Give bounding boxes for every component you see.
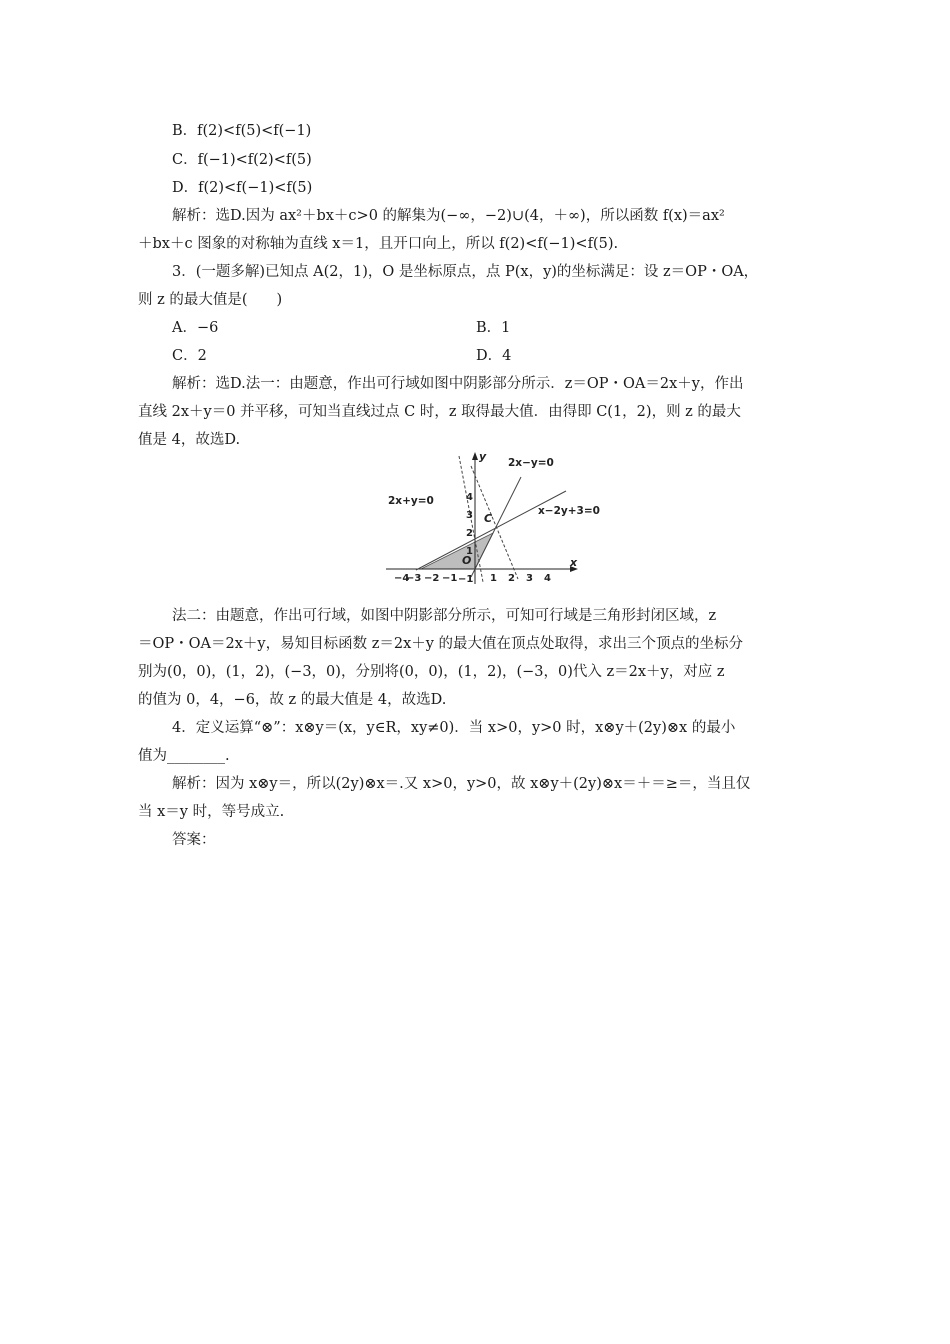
- q2-option-c: C．f(−1)<f(2)<f(5): [172, 152, 312, 168]
- q2-solution-line1: 解析：选D.因为 ax²＋bx＋c>0 的解集为(−∞，−2)∪(4，＋∞)，所以函数 f(x)＝ax²: [172, 208, 725, 224]
- q4-solution-line1: 解析：因为 x⊗y＝，所以(2y)⊗x＝.又 x>0，y>0，故 x⊗y＋(2y)⊗x＝＋＝≥＝，当且仅: [172, 776, 751, 792]
- label-y-axis: y: [479, 450, 487, 463]
- q3-solution1-line1: 解析：选D.法一：由题意，作出可行域如图中阴影部分所示．z＝OP・OA＝2x＋y，作出: [172, 376, 744, 392]
- x-tick-label: −2: [424, 573, 440, 584]
- x-tick-label: 1: [490, 573, 497, 584]
- x-tick-label: 3: [526, 573, 533, 584]
- y-tick-label: −1: [458, 574, 474, 585]
- feasible-region-graph: [380, 448, 600, 586]
- x-tick-label: 2: [508, 573, 515, 584]
- q3-solution1-line2: 直线 2x＋y＝0 并平移，可知当直线过点 C 时，z 取得最大值．由得即 C(1，2)，则 z 的最大: [138, 404, 741, 420]
- q3-solution2-line2: ＝OP・OA＝2x＋y，易知目标函数 z＝2x＋y 的最大值在顶点处取得，求出三个顶点的坐标分: [138, 636, 744, 652]
- label-point-c: C: [484, 512, 493, 525]
- q4-solution-line2: 当 x＝y 时，等号成立.: [138, 804, 285, 820]
- shaded-region: [421, 533, 493, 569]
- q3-option-d: D．4: [476, 348, 512, 364]
- q4-stem-line1: 4．定义运算“⊗”：x⊗y＝(x，y∈R，xy≠0)．当 x>0，y>0 时，x⊗y＋(2y)⊗x 的最小: [172, 720, 736, 736]
- q3-solution1-line3: 值是 4，故选D.: [138, 432, 241, 448]
- q3-stem-line2: 则 z 的最大值是( ): [138, 292, 283, 308]
- label-2x-plus-y: 2x+y=0: [388, 495, 434, 507]
- x-tick-label: −3: [406, 573, 422, 584]
- q3-solution2-line4: 的值为 0，4，−6，故 z 的最大值是 4，故选D.: [138, 692, 447, 708]
- q3-solution2-line1: 法二：由题意，作出可行域，如图中阴影部分所示，可知可行域是三角形封闭区域，z: [172, 608, 717, 624]
- q3-option-b: B．1: [476, 320, 511, 336]
- y-axis-arrow: [472, 452, 478, 460]
- label-2x-minus-y: 2x−y=0: [508, 457, 554, 469]
- q3-stem-line1: 3．(一题多解)已知点 A(2，1)，O 是坐标原点，点 P(x，y)的坐标满足：设 z＝OP・OA，: [172, 264, 759, 280]
- y-tick-label: 3: [466, 510, 473, 521]
- x-tick-label: 4: [544, 573, 551, 584]
- q3-solution2-line3: 别为(0，0)，(1，2)，(−3，0)，分别将(0，0)，(1，2)，(−3，0)代入 z＝2x＋y，对应 z: [138, 664, 725, 680]
- x-tick-label: −4: [394, 573, 410, 584]
- label-x-minus-2y-plus-3: x−2y+3=0: [538, 505, 600, 517]
- label-x-axis: x: [570, 556, 578, 569]
- q2-option-d: D．f(2)<f(−1)<f(5): [172, 180, 313, 196]
- line-x-minus-2y-plus-3: [416, 491, 566, 570]
- q4-answer-label: 答案：: [172, 832, 216, 848]
- label-origin: O: [462, 554, 472, 567]
- x-tick-label: −1: [442, 573, 458, 584]
- q2-solution-line2: ＋bx＋c 图象的对称轴为直线 x＝1，且开口向上，所以 f(2)<f(−1)<f(5).: [138, 236, 619, 252]
- q3-option-c: C．2: [172, 348, 207, 364]
- q4-stem-line2: 值为________.: [138, 748, 230, 764]
- y-tick-label: 2: [466, 528, 473, 539]
- y-tick-label: 4: [466, 492, 473, 503]
- y-tick-label: 1: [466, 546, 473, 557]
- q3-option-a: A．−6: [172, 320, 219, 336]
- q2-option-b: B．f(2)<f(5)<f(−1): [172, 123, 312, 139]
